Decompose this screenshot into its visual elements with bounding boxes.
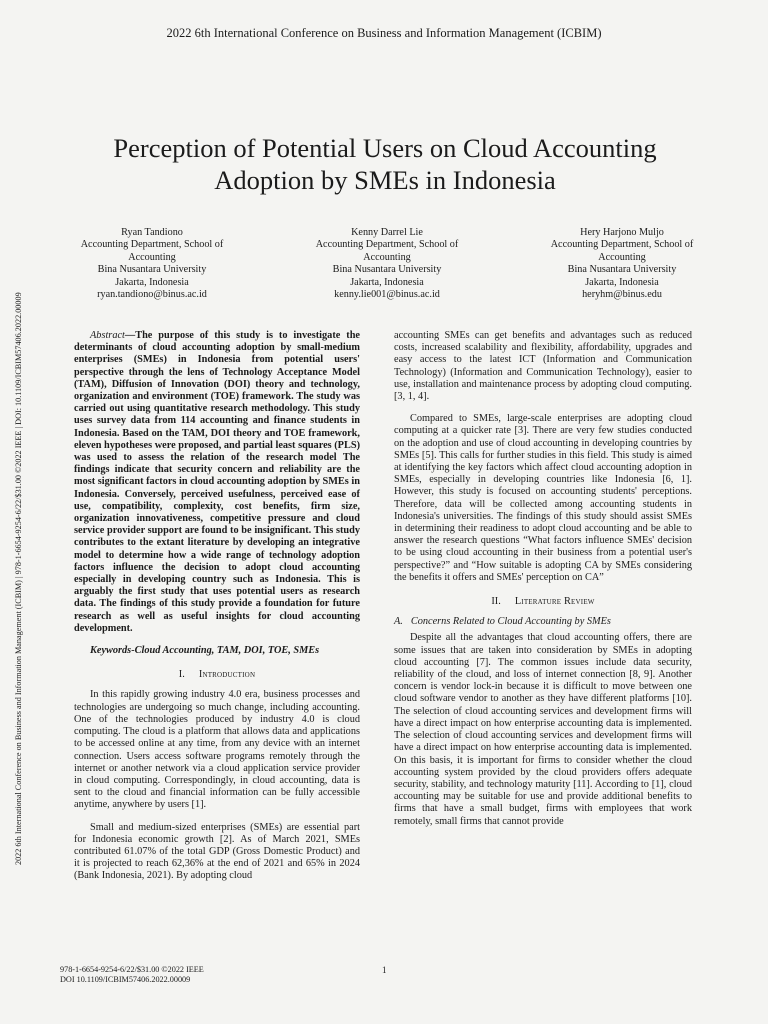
author-email[interactable]: kenny.lie001@binus.ac.id <box>334 289 440 301</box>
author-city: Jakarta, Indonesia <box>350 276 424 288</box>
page-number: 1 <box>382 965 387 975</box>
abstract-text: —The purpose of this study is to investigate the determinants of cloud accounting adoption by small-medium enterprises (SMEs) in Indonesia from potential users' perspective through the lens of Technology Acceptance Model (TAM), Diffusion of Innovation (DOI) theory and technology, organization and environment (TOE) framework. The study was carried out using quantitative research methodology. This study uses survey data from 114 accounting and finance students in Indonesia. Based on the TAM, DOI theory and TOE framework, eleven hypotheses were proposed, and partial least squares (PLS) was used to assess the relation of the research model The findings indicate that security concern and reliability are the most significant factors in cloud accounting adoption by SMEs in Indonesia. Conversely, perceived usefulness, perceived ease of use, compatibility, complexity, cost benefits, firm size, organization innovativeness, competitive pressure and cloud service provider support are found to be insignificant. This study contributes to the extant literature by developing an integrative model to determine how a wide range of technology adoption factors influence the decision to adopt cloud accounting especially in developing country such as Indonesia. This is arguably the first study that uses potential users as research data. The findings of this study provide a foundation for future research as well as useful insights for cloud accounting development. <box>74 330 360 634</box>
side-note <box>4 150 34 870</box>
abstract-lead: Abstract <box>90 330 125 341</box>
author-email[interactable]: heryhm@binus.edu <box>582 289 662 301</box>
abstract <box>74 330 360 635</box>
author-email[interactable]: ryan.tandiono@binus.ac.id <box>97 289 207 301</box>
author-university: Bina Nusantara University <box>567 264 677 276</box>
author-department-cont: Accounting <box>363 251 411 263</box>
left-column <box>74 330 360 893</box>
conference-header: 2022 6th International Conference on Business and Information Management (ICBIM) <box>166 26 602 40</box>
footer-doi: DOI 10.1109/ICBIM57406.2022.00009 <box>60 975 191 984</box>
footer-copyright <box>60 965 204 985</box>
title-line-2: Adoption by SMEs in Indonesia <box>214 165 556 195</box>
subsection-title: Concerns Related to Cloud Accounting by SMEs <box>410 616 611 628</box>
author-list <box>52 227 722 301</box>
section-heading-introduction <box>74 669 360 681</box>
section-heading-literature-review <box>394 596 692 608</box>
side-note-text: 2022 6th International Conference on Business and Information Management (ICBIM) | 978-1-6654-9254-6/22/$31.00 ©2022 IEEE | DOI: 10.1109/ICBIM57406.2022.00009 <box>14 292 23 865</box>
section-title: Literature Review <box>514 596 595 608</box>
author-block <box>52 227 252 301</box>
section-title: Introduction <box>198 669 256 681</box>
intro-paragraph-2: Small and medium-sized enterprises (SMEs) are essential part for Indonesia economic growth [2]. As of March 2021, SMEs contributed 61.07% of the total GDP (Gross Domestic Product) and it is projected to reach 62,36% at the end of 2021 and 65% in 2024 (Bank Indonesia, 2021). By adopting cloud <box>74 821 360 882</box>
author-name: Kenny Darrel Lie <box>351 227 423 238</box>
author-department-cont: Accounting <box>128 251 176 263</box>
paper-title <box>60 132 710 196</box>
subsection-number: A. <box>394 616 403 628</box>
author-university: Bina Nusantara University <box>332 264 442 276</box>
right-paragraph-2: Compared to SMEs, large-scale enterprises are adopting cloud computing at a quicker rate [3]. There are very few studies conducted on the adoption and use of cloud accounting in developing countries by SMEs [5]. This calls for further studies in this field. This study is aimed at identifying the key factors which affect cloud accounting adoption in SMEs, especially in developing countries like Indonesia [6, 1]. However, this study is focused on accounting students' perceptions. Therefore, data will be collected among accounting students in Indonesia's universities. The findings of this study should assist SMEs in determining their readiness to adopt cloud accounting and be able to answer the research questions “What factors influence SMEs' decision to be using cloud accounting in their business from a potential user's perspective?” and “How suitable is adopting CA by SMEs considering the benefits it offers and SMEs' perception on CA” <box>394 413 692 583</box>
author-city: Jakarta, Indonesia <box>585 276 659 288</box>
right-column <box>394 330 692 838</box>
intro-paragraph-1: In this rapidly growing industry 4.0 era, business processes and technologies are undergoing so much change, including accounting. One of the technologies produced by industry 4.0 is cloud computing. The cloud is a platform that allows data and applications to be accessed online at any time, from any device with an internet connection. Users access software programs remotely through the internet or another network via a cloud application service provider in cloud computing. Correspondingly, in cloud accounting, data is sent to the cloud and financial information can be fully accessible anytime, anywhere by users [1]. <box>74 689 360 811</box>
author-name: Ryan Tandiono <box>121 227 183 238</box>
author-department: Accounting Department, School of <box>80 239 224 251</box>
author-name: Hery Harjono Muljo <box>580 227 664 238</box>
author-city: Jakarta, Indonesia <box>115 276 189 288</box>
author-university: Bina Nusantara University <box>97 264 207 276</box>
subsection-heading <box>394 616 692 628</box>
author-block <box>287 227 487 301</box>
keywords: Keywords-Cloud Accounting, TAM, DOI, TOE, SMEs <box>90 645 320 657</box>
author-department: Accounting Department, School of <box>550 239 694 251</box>
right-paragraph-3: Despite all the advantages that cloud accounting offers, there are some issues that are taken into consideration by SMEs in adopting cloud accounting [7]. The common issues include data security, reliability of the cloud, and loss of internet connection [8, 9]. Another concern is vendor lock-in because it is difficult to move between one cloud software vendor to another as they have different platforms [10]. The selection of cloud accounting services and development firms will have a direct impact on how enterprise accounting data is implemented. The selection of cloud accounting services and development firms will have a direct impact on how enterprise accounting data is implemented. On this basis, it is important for firms to consider whether the cloud accounting system provided by the cloud providers offers adequate security, stability, and technology maturity [11]. According to [1], cloud accounting may be suitable for use and provide additional benefits to firms that have a small budget, firms with employees that work remotely, small firms that cannot provide <box>394 632 692 827</box>
author-block <box>522 227 722 301</box>
section-number: II. <box>491 596 501 608</box>
author-department: Accounting Department, School of <box>315 239 459 251</box>
section-number: I. <box>178 669 185 681</box>
right-paragraph-1: accounting SMEs can get benefits and advantages such as reduced costs, increased scalability and flexibility, affordability, upgrades and easy access to the latest ICT (Information and Communication Technology) (Information and Communication Technology), easier to use, installation and maintenance process by adopting cloud computing. [3, 1, 4]. <box>394 330 692 403</box>
author-department-cont: Accounting <box>598 251 646 263</box>
footer-isbn: 978-1-6654-9254-6/22/$31.00 ©2022 IEEE <box>60 965 204 974</box>
title-line-1: Perception of Potential Users on Cloud Accounting <box>113 133 657 163</box>
